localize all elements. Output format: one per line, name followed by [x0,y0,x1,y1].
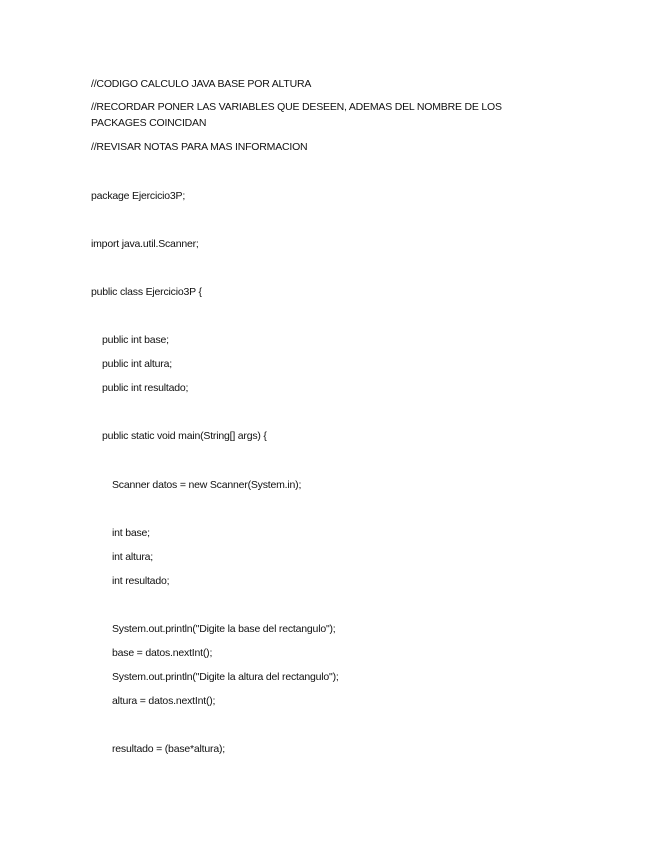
code-result-line: resultado = (base*altura); [112,743,225,755]
comment-line-notes: //REVISAR NOTAS PARA MAS INFORMACION [91,141,308,153]
code-main-method-line: public static void main(String[] args) { [102,430,267,442]
code-local-base: int base; [112,527,150,539]
code-package-line: package Ejercicio3P; [91,190,186,202]
comment-line-variables: //RECORDAR PONER LAS VARIABLES QUE DESEEN, ADEMAS DEL NOMBRE DE LOS PACKAGES COINCIDAN [91,101,502,129]
code-print-base-line: System.out.println("Digite la base del rectangulo"); [112,623,336,635]
code-field-altura: public int altura; [102,358,172,370]
code-import-line: import java.util.Scanner; [91,238,199,250]
code-field-base: public int base; [102,334,169,346]
code-local-resultado: int resultado; [112,575,170,587]
comment-line-title: //CODIGO CALCULO JAVA BASE POR ALTURA [91,78,312,90]
code-print-altura-line: System.out.println("Digite la altura del rectangulo"); [112,671,339,683]
code-scanner-line: Scanner datos = new Scanner(System.in); [112,479,302,491]
code-class-line: public class Ejercicio3P { [91,286,202,298]
code-read-base-line: base = datos.nextInt(); [112,647,213,659]
code-local-altura: int altura; [112,551,153,563]
code-read-altura-line: altura = datos.nextInt(); [112,695,216,707]
code-field-resultado: public int resultado; [102,382,189,394]
